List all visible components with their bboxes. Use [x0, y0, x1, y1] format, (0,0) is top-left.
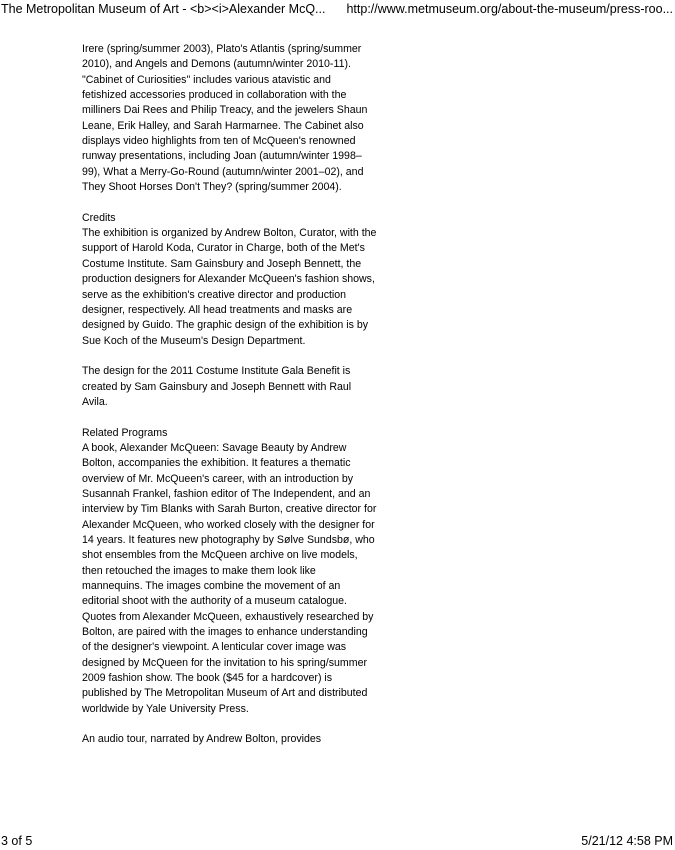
article-body	[82, 42, 378, 763]
print-footer	[0, 833, 675, 849]
intro-paragraph: Irere (spring/summer 2003), Plato's Atlantis (spring/summer 2010), and Angels and Demons (autumn/winter 2010-11). "Cabinet of Curiosities" includes various atavistic and fetishized accessories produced in collaboration with the milliners Dai Rees and Philip Treacy, and the jewelers Shaun Leane, Erik Halley, and Sarah Harmarnee. The Cabinet also displays video highlights from ten of McQueen's renowned runway presentations, including Joan (autumn/winter 1998–99), What a Merry-Go-Round (autumn/winter 2001–02), and They Shoot Horses Don't They? (spring/summer 2004).	[82, 43, 368, 194]
gala-paragraph: The design for the 2011 Costume Institute Gala Benefit is created by Sam Gainsbury and Joseph Bennett with Raul Avila.	[82, 365, 352, 408]
page-title: The Metropolitan Museum of Art - <b><i>Alexander McQ...	[1, 2, 326, 16]
audio-paragraph: An audio tour, narrated by Andrew Bolton, provides	[82, 733, 322, 746]
credits-heading: Credits	[82, 211, 116, 224]
related-programs-heading: Related Programs	[82, 426, 168, 439]
print-header	[0, 0, 675, 20]
related-programs-section	[82, 426, 378, 718]
credits-section	[82, 211, 378, 349]
print-timestamp: 5/21/12 4:58 PM	[581, 834, 673, 848]
page-url: http://www.metmuseum.org/about-the-museum/press-roo...	[346, 2, 673, 16]
page-number: 3 of 5	[1, 834, 33, 848]
related-programs-paragraph: A book, Alexander McQueen: Savage Beauty by Andrew Bolton, accompanies the exhibition. It features a thematic overview of Mr. McQueen's career, with an introduction by Susannah Frankel, fashion editor of The Independent, and an interview by Tim Blanks with Sarah Burton, creative director for Alexander McQueen, who worked closely with the designer for 14 years. It features new photography by Sølve Sundsbø, who shot ensembles from the McQueen archive on live models, then retouched the images to make them look like mannequins. The images combine the movement of an editorial shoot with the authority of a museum catalogue. Quotes from Alexander McQueen, exhaustively researched by Bolton, are paired with the images to enhance understanding of the designer's viewpoint. A lenticular cover image was designed by McQueen for the invitation to his spring/summer 2009 fashion show. The book ($45 for a hardcover) is published by The Metropolitan Museum of Art and distributed worldwide by Yale University Press.	[82, 441, 377, 715]
credits-paragraph: The exhibition is organized by Andrew Bolton, Curator, with the support of Harold Koda, Curator in Charge, both of the Met's Costume Institute. Sam Gainsbury and Joseph Bennett, the production designers for Alexander McQueen's fashion shows, serve as the exhibition's creative director and production designer, respectively. All head treatments and masks are designed by Guido. The graphic design of the exhibition is by Sue Koch of the Museum's Design Department.	[82, 227, 377, 347]
